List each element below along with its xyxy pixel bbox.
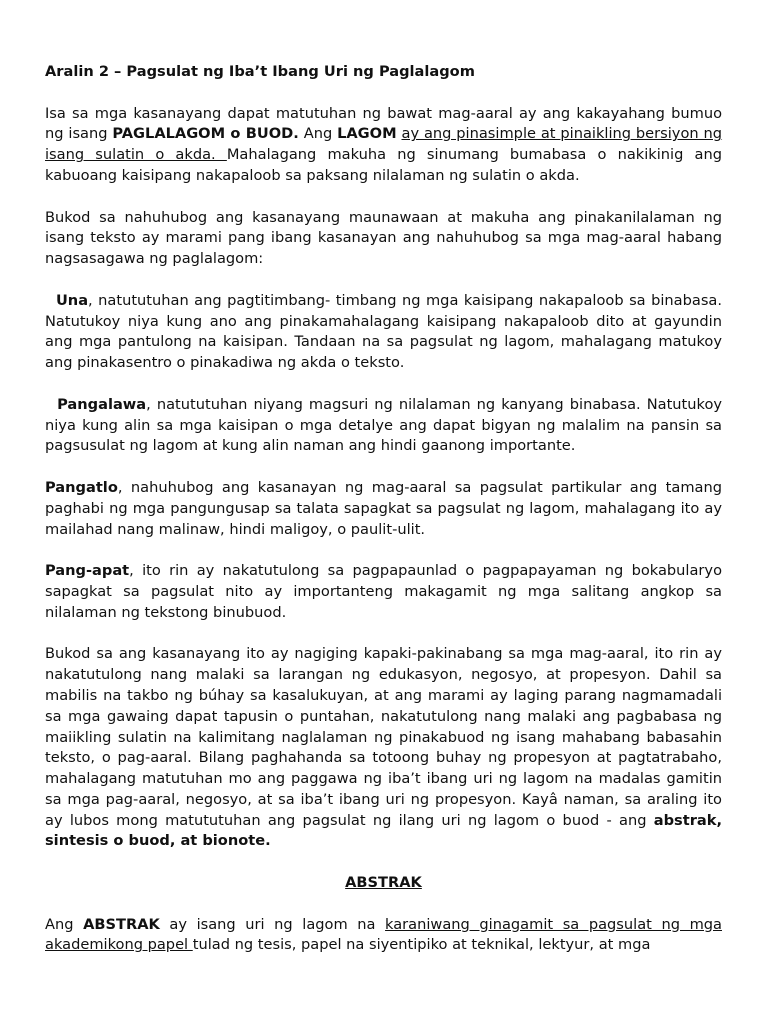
paragraph-pangatlo (45, 478, 722, 540)
abstrak-text-1: Ang (45, 915, 84, 933)
spacer (45, 540, 722, 561)
lesson-title: Aralin 2 – Pagsulat ng Iba’t Ibang Uri ng Paglalagom (45, 63, 475, 80)
benefits-text: Bukod sa ang kasanayang ito ay nagiging kapaki-pakinabang sa mga mag-aaral, ito rin ay nakatutulong nang malaki sa larangan ng edukasyon, negosyo, at propesyon. Dahil sa mabilis na takbo ng búhay sa kasalukuyan, at ang marami ay laging parang nagmamadali sa mga gawaing dapat tapusin o puntahan, nakatutulong nang malaki ang pagbabasa ng maiikling sulatin na kalimitang naglalaman ng pinakabuod ng isang mahabang babasahin teksto, o pag-aaral. Bilang paghahanda sa totoong buhay ng propesyon at pagtatrabaho, mahalagang matutuhan mo ang paggawa ng iba’t ibang uri ng lagom na madalas gamitin sa mga pag-aaral, negosyo, at sa iba’t ibang uri ng propesyon. Kayâ naman, sa araling ito ay lubos mong matututuhan ang pagsulat ng ilang uri ng lagom o buod - ang (45, 645, 722, 829)
section-heading-abstrak: ABSTRAK (345, 874, 422, 892)
spacer (45, 374, 722, 395)
intro-text-2: Ang (298, 125, 338, 143)
point-label-una: Una (55, 291, 89, 309)
paragraph-skills: Bukod sa nahuhubog ang kasanayang maunawaan at makuha ang pinakanilalaman ng isang teksto ay marami pang ibang kasanayan ang nahuhubog sa mga mag-aaral habang nagsasagawa ng paglalagom: (45, 208, 722, 268)
paragraph-pang-apat (45, 561, 722, 623)
point-text-pangatlo: , nahuhubog ang kasanayan ng mag-aaral sa pagsulat partikular ang tamang paghabi ng mga pangungusap sa talata sapagkat sa pagsulat ng lagom, mahalagang ito ay mailahad nang malinaw, hindi maligoy, o paulit-ulit. (45, 478, 722, 538)
point-label-pang-apat: Pang-apat (45, 562, 130, 580)
spacer (45, 457, 722, 478)
intro-term-lagom: LAGOM (337, 125, 397, 143)
intro-text-1: Isa sa mga kasanayang dapat matutuhan ng bawat mag-aaral ay ang kakayahang bumuo ng isang (45, 104, 722, 143)
intro-definition: ay ang pinasimple at pinaikling bersiyon ng isang sulatin o akda. (45, 125, 723, 164)
abstrak-term: ABSTRAK (83, 915, 160, 933)
spacer (45, 624, 722, 645)
spacer (45, 894, 722, 915)
intro-text-4: Mahalagang makuha ng sinumang bumabasa o nakikinig ang kabuoang kaisipang nakapaloob sa paksang nilalaman ng sulatin o akda. (45, 146, 722, 184)
point-label-pangalawa: Pangalawa (57, 395, 147, 413)
point-label-pangatlo: Pangatlo (45, 478, 118, 496)
spacer (45, 83, 722, 104)
paragraph-abstrak (45, 915, 722, 957)
spacer (45, 270, 722, 291)
paragraph-intro (45, 104, 722, 187)
abstrak-text-3: tulad ng tesis, papel na siyentipiko at teknikal, lektyur, at mga (192, 936, 651, 954)
point-text-una: , natututuhan ang pagtitimbang- timbang ng mga kaisipang nakapaloob sa binabasa. Natutukoy niya kung ano ang pinakamahalagang kaisipang nakapaloob dito at gayundin ang mga pantulong na kaisipan. Tandaan na sa pagsulat ng lagom, mahalagang matukoy ang pinakasentro o pinakadiwa ng akda o teksto. (45, 291, 723, 372)
document-page (45, 62, 722, 956)
abstrak-text-2: ay isang uri ng lagom na (159, 915, 386, 933)
spacer (45, 187, 722, 208)
intro-term-paglalagom: PAGLALAGOM o BUOD. (112, 125, 299, 143)
point-text-pangalawa: , natututuhan niyang magsuri ng nilalaman ng kanyang binabasa. Natutukoy niya kung alin sa mga kaisipan o mga detalye ang dapat bigyan ng malalim na pansin sa pagsusulat ng lagom at kung alin naman ang hindi gaanong importante. (45, 395, 723, 455)
spacer (45, 852, 722, 873)
benefits-types: abstrak, sintesis o buod, at bionote. (45, 811, 722, 850)
paragraph-pangalawa (45, 395, 722, 457)
paragraph-benefits (45, 644, 722, 852)
point-text-pang-apat: , ito rin ay nakatutulong sa pagpapaunlad o pagpapayaman ng bokabularyo sapagkat sa pagsulat nito ay importanteng makagamit ng mga salitang angkop sa nilalaman ng tekstong binubuod. (45, 562, 722, 621)
paragraph-una (45, 291, 722, 374)
abstrak-usage: karaniwang ginagamit sa pagsulat ng mga akademikong papel (45, 915, 722, 954)
